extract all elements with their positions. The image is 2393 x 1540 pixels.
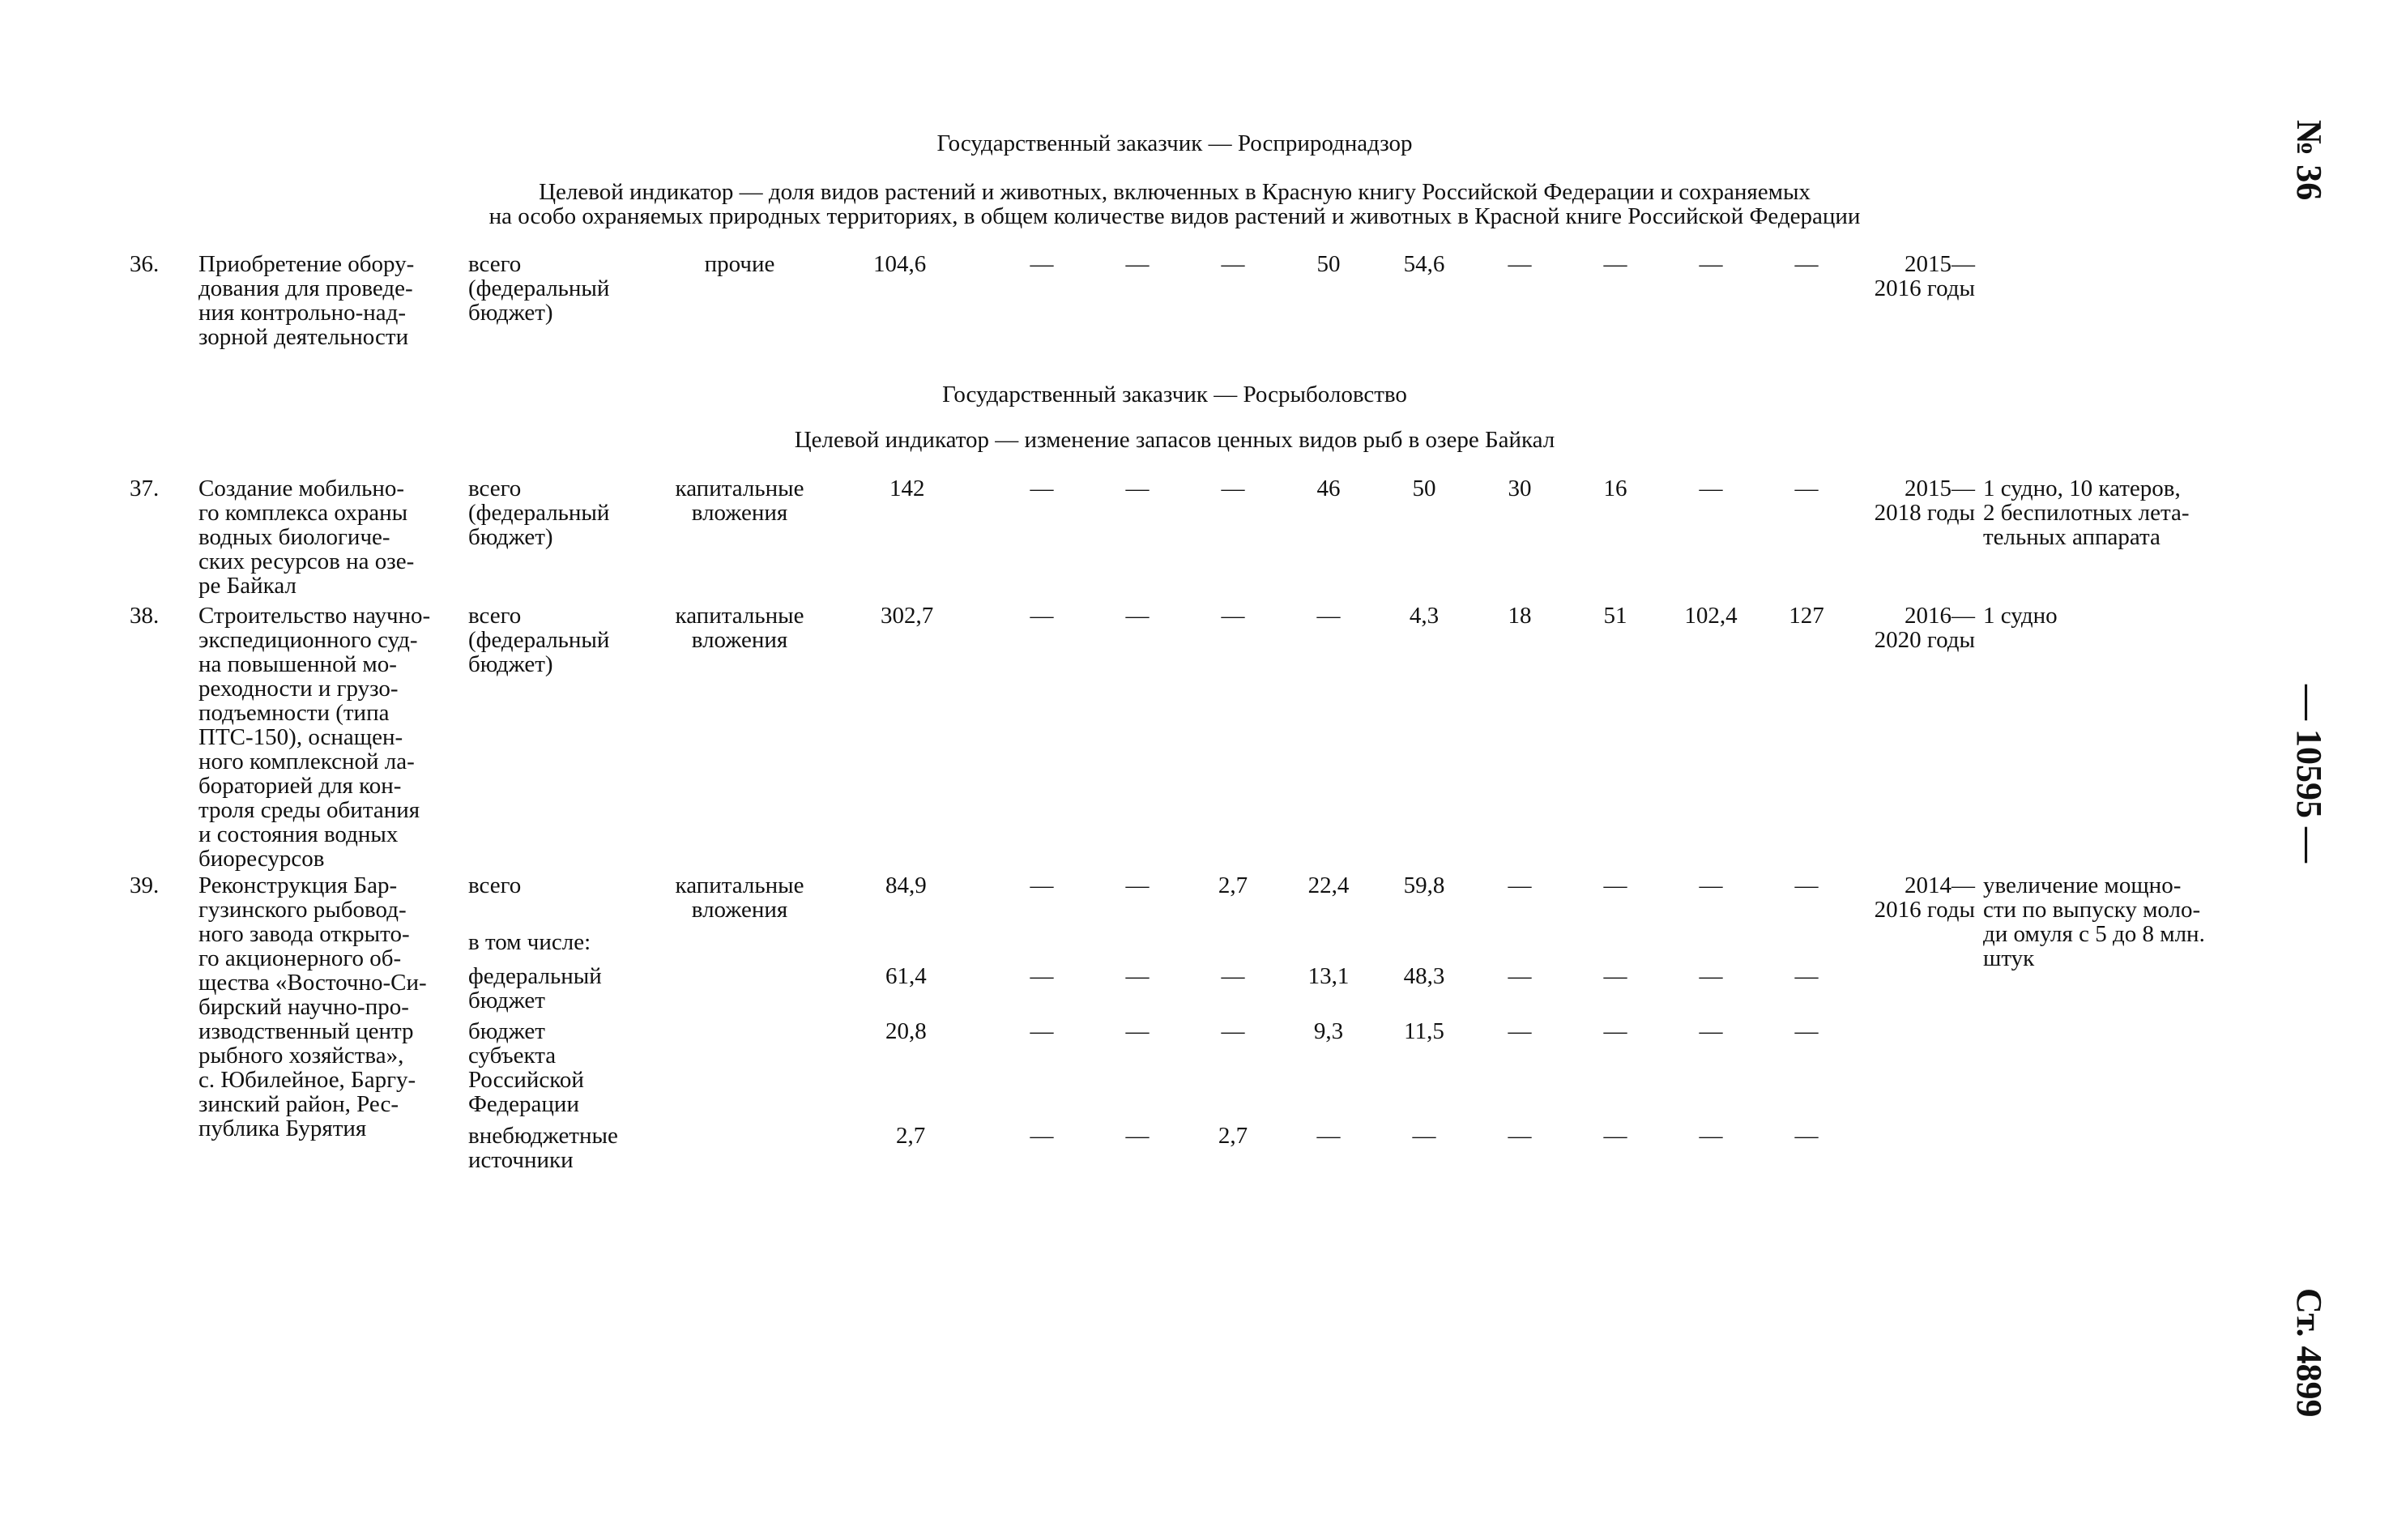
amount-year: 16	[1603, 476, 1627, 501]
amount-year: 59,8	[1403, 872, 1445, 898]
amount-total: 20,8	[885, 1018, 927, 1044]
expense-type: капитальные вложения	[675, 872, 804, 923]
amount-year: —	[1699, 1123, 1723, 1149]
amount-year: 4,3	[1409, 603, 1440, 629]
amount-year: —	[1699, 1018, 1723, 1044]
amount-year: —	[1316, 603, 1341, 629]
row-number: 36.	[130, 251, 160, 277]
expense-type: прочие	[704, 251, 775, 277]
amount-year: —	[1125, 603, 1150, 629]
amount-year: —	[1603, 872, 1627, 898]
amount-year: —	[1030, 872, 1054, 898]
amount-total: 302,7	[881, 603, 934, 629]
amount-year: —	[1125, 963, 1150, 989]
amount-year: —	[1508, 1123, 1532, 1149]
customer-heading: Государственный заказчик — Росприроднадзор	[936, 130, 1413, 156]
amount-year: —	[1794, 476, 1819, 501]
amount-year: —	[1030, 476, 1054, 501]
article-number: Ст. 4899	[2289, 1288, 2329, 1418]
amount-year: —	[1221, 1018, 1245, 1044]
funding-source: в том числе:	[468, 929, 591, 955]
measure-name: Создание мобильно- го комплекса охраны водных биологиче- ских ресурсов на озе- ре Байкал	[198, 476, 415, 599]
funding-source: всего (федеральный бюджет)	[468, 251, 610, 326]
amount-year: —	[1030, 963, 1054, 989]
measure-name: Строительство научно- экспедиционного суд- на повышенной мо- реходности и грузо- подъемности (типа ПТС-150), оснащен- ного комплексной ла- бораторией для кон- троля среды обитания и состояния водных биоресурсов	[198, 603, 431, 872]
target-indicator-heading: Целевой индикатор — доля видов растений и животных, включенных в Красную книгу Российской Федерации и сохраняемых на особо охраняемых природных территориях, в общем количестве видов растений и животных в Красной книге Российской Федерации	[488, 179, 1861, 229]
implementation-period: 2014— 2016 годы	[1874, 872, 1975, 923]
amount-year: —	[1603, 963, 1627, 989]
amount-year: —	[1508, 963, 1532, 989]
amount-year: —	[1508, 1018, 1532, 1044]
amount-year: —	[1794, 251, 1819, 277]
amount-year: —	[1030, 603, 1054, 629]
amount-year: 30	[1508, 476, 1532, 501]
amount-year: 18	[1508, 603, 1532, 629]
amount-year: —	[1603, 251, 1627, 277]
amount-year: —	[1794, 1018, 1819, 1044]
amount-year: —	[1412, 1123, 1436, 1149]
expected-result: 1 судно	[1983, 603, 2058, 629]
implementation-period: 2015— 2016 годы	[1874, 251, 1975, 301]
page-number: — 10595 —	[2289, 685, 2329, 863]
amount-year: —	[1221, 603, 1245, 629]
expected-result: увеличение мощно- сти по выпуску моло- ди омуля с 5 до 8 млн. штук	[1983, 872, 2205, 971]
amount-year: —	[1221, 476, 1245, 501]
amount-year: 11,5	[1404, 1018, 1444, 1044]
expense-type: капитальные вложения	[675, 603, 804, 653]
amount-year: 127	[1789, 603, 1824, 629]
funding-source: федеральный бюджет	[468, 963, 602, 1013]
funding-source: бюджет субъекта Российской Федерации	[468, 1018, 584, 1117]
amount-year: —	[1699, 251, 1723, 277]
amount-year: 22,4	[1307, 872, 1350, 898]
amount-year: —	[1125, 251, 1150, 277]
amount-year: —	[1030, 1018, 1054, 1044]
issue-number: № 36	[2289, 120, 2329, 201]
amount-year: —	[1221, 963, 1245, 989]
funding-source: всего (федеральный бюджет)	[468, 476, 610, 550]
funding-source: всего	[468, 872, 522, 898]
amount-year: 2,7	[1218, 1123, 1248, 1149]
expected-result: 1 судно, 10 катеров, 2 беспилотных лета- тельных аппарата	[1983, 476, 2190, 550]
amount-year: 50	[1316, 251, 1341, 277]
amount-total: 142	[889, 476, 925, 501]
amount-year: 2,7	[1218, 872, 1248, 898]
amount-year: —	[1125, 476, 1150, 501]
amount-year: —	[1794, 963, 1819, 989]
implementation-period: 2015— 2018 годы	[1874, 476, 1975, 526]
amount-year: —	[1699, 476, 1723, 501]
amount-year: —	[1125, 1018, 1150, 1044]
amount-total: 104,6	[873, 251, 927, 277]
amount-year: —	[1316, 1123, 1341, 1149]
row-number: 38.	[130, 603, 160, 629]
row-number: 37.	[130, 476, 160, 501]
amount-year: —	[1508, 872, 1532, 898]
amount-year: 102,4	[1684, 603, 1738, 629]
measure-name: Реконструкция Бар- гузинского рыбовод- ного завода открыто- го акционерного об- щества «Восточно-Си- бирский научно-про- изводственный центр рыбного хозяйства», с. Юбилейное, Баргу- зинский район, Рес- публика Бурятия	[198, 872, 427, 1141]
amount-year: 9,3	[1313, 1018, 1344, 1044]
amount-year: 46	[1316, 476, 1341, 501]
amount-total: 2,7	[896, 1123, 926, 1149]
amount-year: —	[1221, 251, 1245, 277]
expense-type: капитальные вложения	[675, 476, 804, 526]
amount-year: —	[1030, 251, 1054, 277]
measure-name: Приобретение обору- дования для проведе- ния контрольно-над- зорной деятельности	[198, 251, 415, 350]
amount-year: 54,6	[1403, 251, 1445, 277]
amount-year: —	[1603, 1123, 1627, 1149]
funding-source: всего (федеральный бюджет)	[468, 603, 610, 677]
amount-year: —	[1699, 872, 1723, 898]
funding-source: внебюджетные источники	[468, 1123, 618, 1173]
amount-year: 48,3	[1403, 963, 1445, 989]
amount-total: 61,4	[885, 963, 927, 989]
amount-year: —	[1030, 1123, 1054, 1149]
amount-year: —	[1508, 251, 1532, 277]
amount-year: —	[1603, 1018, 1627, 1044]
amount-total: 84,9	[885, 872, 927, 898]
amount-year: —	[1794, 872, 1819, 898]
implementation-period: 2016— 2020 годы	[1874, 603, 1975, 653]
amount-year: —	[1125, 1123, 1150, 1149]
amount-year: —	[1794, 1123, 1819, 1149]
amount-year: —	[1699, 963, 1723, 989]
row-number: 39.	[130, 872, 160, 898]
amount-year: 13,1	[1307, 963, 1350, 989]
amount-year: 50	[1412, 476, 1436, 501]
amount-year: 51	[1603, 603, 1627, 629]
customer-heading: Государственный заказчик — Росрыболовство	[942, 382, 1407, 407]
target-indicator-heading: Целевой индикатор — изменение запасов ценных видов рыб в озере Байкал	[794, 427, 1555, 453]
amount-year: —	[1125, 872, 1150, 898]
